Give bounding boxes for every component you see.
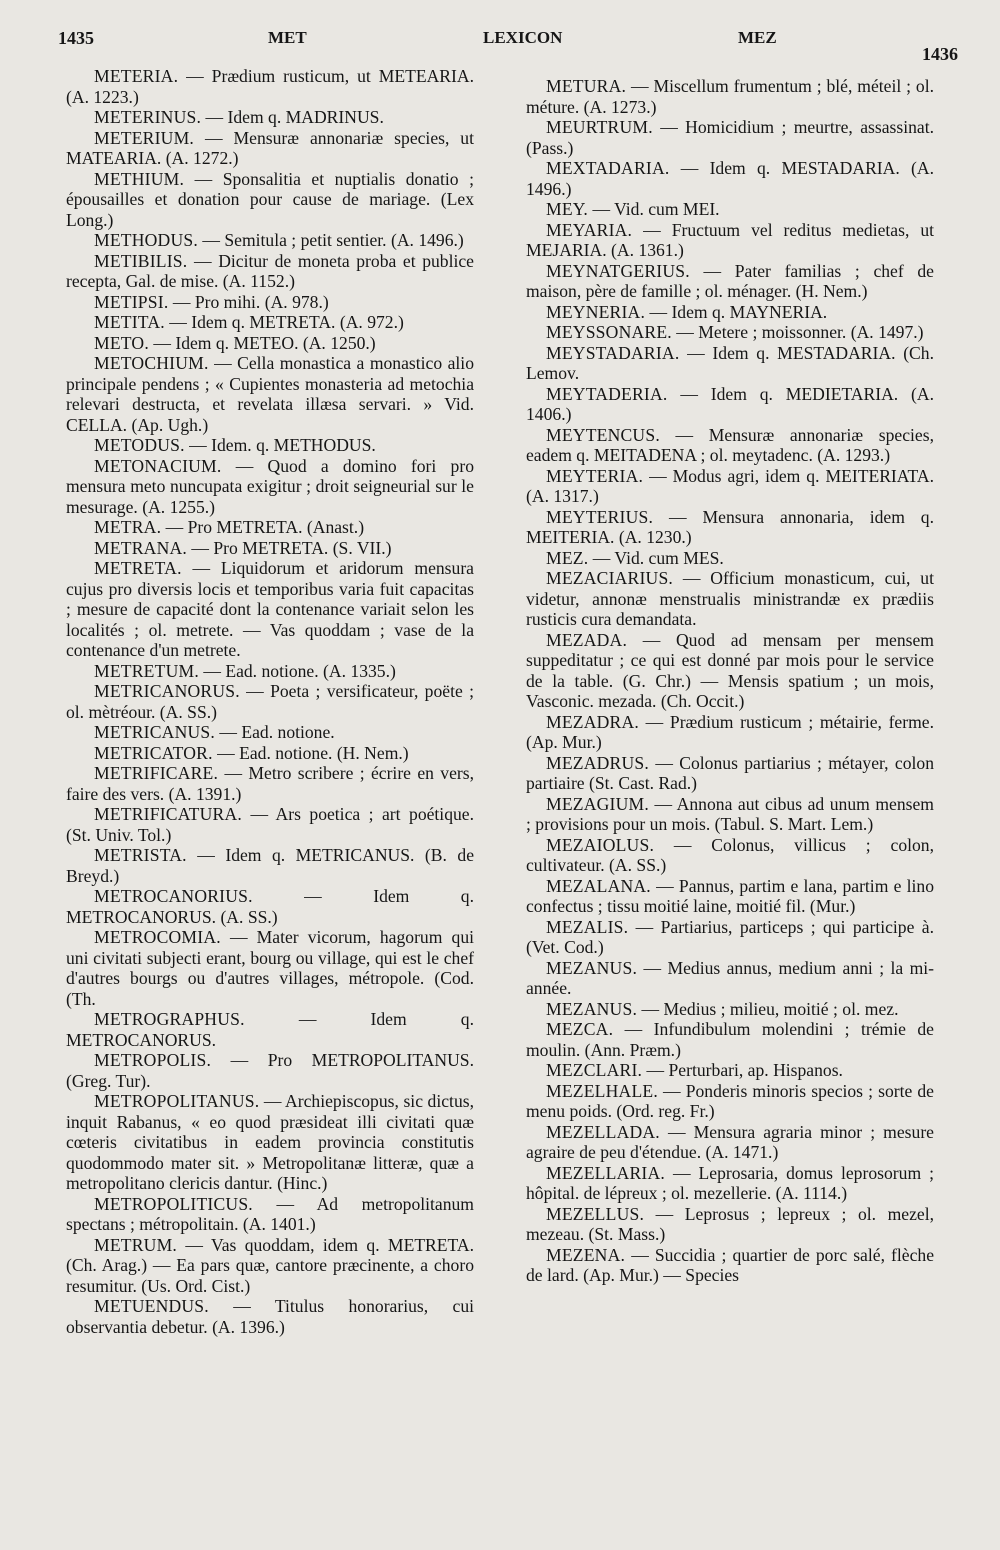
entry-headword: MEZAGIUM. xyxy=(546,793,649,814)
entry-definition: — Titulus honorarius, cui observantia debetur. (A. 1396.) xyxy=(66,1296,475,1337)
dictionary-entry xyxy=(526,1019,934,1060)
entry-definition: — Succidia ; quartier de porc salé, flèche de lard. (Ap. Mur.) — Species xyxy=(526,1244,934,1285)
entry-headword: METODUS. xyxy=(94,435,185,455)
entry-definition: — Metro scribere ; écrire en vers, faire des vers. (A. 1391.) xyxy=(66,763,474,804)
dictionary-entry xyxy=(526,425,934,466)
dictionary-entry xyxy=(526,302,934,323)
entry-definition: — Pro METRETA. (S. VII.) xyxy=(191,537,392,558)
entry-headword: MEZADA. xyxy=(546,629,628,650)
entry-definition: — Colonus partiarius ; métayer, colon partiaire (St. Cast. Rad.) xyxy=(526,752,934,793)
dictionary-entry xyxy=(66,128,474,169)
entry-definition: — Idem q. METEO. (A. 1250.) xyxy=(153,332,376,353)
dictionary-entry xyxy=(66,1050,474,1091)
dictionary-entry xyxy=(526,117,934,158)
entry-headword: MEYTERIA. xyxy=(546,465,644,486)
entry-headword: MEZANUS. xyxy=(546,998,638,1019)
entry-definition: — Ars poetica ; art poétique. (St. Univ. Tol.) xyxy=(66,804,474,845)
entry-headword: MEZELLUS. xyxy=(546,1203,645,1224)
dictionary-entry xyxy=(66,517,474,538)
entry-definition: — Idem q. MESTADARIA. (Ch. Lemov. xyxy=(526,342,934,383)
dictionary-entry xyxy=(66,230,474,251)
entry-headword: MEZALANA. xyxy=(546,875,651,896)
page-number-left: 1435 xyxy=(58,28,94,48)
dictionary-entry xyxy=(66,333,474,354)
entry-headword: MEZANUS. xyxy=(546,957,638,978)
entry-headword: MEYSSONARE. xyxy=(546,322,672,342)
dictionary-entry xyxy=(526,158,934,199)
entry-headword: METERINUS. xyxy=(94,107,202,127)
entry-headword: METROPOLITANUS. xyxy=(94,1091,260,1111)
entry-headword: METIBILIS. xyxy=(94,250,188,271)
entry-definition: — Ead. notione. (A. 1335.) xyxy=(203,660,396,681)
entry-headword: METROCANORIUS. xyxy=(94,886,253,906)
entry-definition: — Quod ad mensam per mensem suppeditatur ; ce qui est donné par mois pour le service de la table. (G. Chr.) — Mensis spatium ; un mois, Vasconic. mezada. (Ch. Occit.) xyxy=(526,629,934,711)
entry-definition: — Miscellum frumentum ; blé, méteil ; ol. méture. (A. 1273.) xyxy=(526,76,934,117)
dictionary-entry xyxy=(526,1122,934,1163)
right-column xyxy=(526,76,934,1286)
left-column xyxy=(66,66,474,1337)
dictionary-entry xyxy=(526,343,934,384)
entry-headword: MEZACIARIUS. xyxy=(546,568,674,588)
entry-definition: — Modus agri, idem q. MEITERIATA. (A. 1317.) xyxy=(526,465,934,506)
entry-headword: METROPOLITICUS. xyxy=(94,1193,253,1214)
entry-headword: MEZELHALE. xyxy=(546,1080,658,1101)
entry-headword: MEZADRUS. xyxy=(546,752,649,773)
running-header xyxy=(58,28,958,68)
dictionary-entry xyxy=(66,558,474,661)
entry-definition: — Mensuræ annonariæ species, eadem q. MEITADENA ; ol. meytadenc. (A. 1293.) xyxy=(526,424,934,465)
dictionary-entry xyxy=(66,681,474,722)
entry-definition: — Fructuum vel reditus medietas, ut MEJARIA. (A. 1361.) xyxy=(526,219,935,260)
entry-headword: METOCHIUM. xyxy=(94,353,209,373)
entry-definition: — Officium monasticum, cui, ut videtur, annonæ menstrualis ministrandæ ex prædiis rusticis cura demandata. xyxy=(526,568,934,629)
entry-headword: MEZADRA. xyxy=(546,711,639,732)
entry-definition: — Perturbari, ap. Hispanos. xyxy=(646,1060,843,1080)
dictionary-entry xyxy=(66,1235,474,1297)
entry-definition: — Ponderis minoris specios ; sorte de menu poids. (Ord. reg. Fr.) xyxy=(526,1080,934,1121)
dictionary-entry xyxy=(526,630,934,712)
dictionary-entry xyxy=(66,743,474,764)
dictionary-entry xyxy=(526,261,934,302)
dictionary-entry xyxy=(66,804,474,845)
entry-definition: — Pro mihi. (A. 978.) xyxy=(172,291,329,312)
dictionary-entry xyxy=(66,1194,474,1235)
entry-definition: — Idem q. METRETA. (A. 972.) xyxy=(169,312,404,332)
entry-definition: — Medius annus, medium anni ; la mi-année. xyxy=(526,957,935,998)
entry-definition: — Vas quoddam, idem q. METRETA. (Ch. Arag.) — Ea pars quæ, cantore præcinente, a choro resumitur. (Us. Ord. Cist.) xyxy=(66,1234,474,1296)
entry-headword: METRUM. xyxy=(94,1234,178,1255)
entry-definition: — Pro METRETA. (Anast.) xyxy=(165,517,365,537)
entry-definition: — Sponsalitia et nuptialis donatio ; épousailles et donation pour cause de mariage. (Lex Long.) xyxy=(66,168,474,230)
dictionary-entry xyxy=(526,1204,934,1245)
dictionary-entry xyxy=(526,958,934,999)
entry-definition: — Homicidium ; meurtre, assassinat. (Pass.) xyxy=(526,117,934,158)
entry-headword: MEY. xyxy=(546,199,589,219)
dictionary-entry xyxy=(526,712,934,753)
dictionary-entry xyxy=(66,538,474,559)
dictionary-entry xyxy=(526,568,934,630)
dictionary-entry xyxy=(66,722,474,743)
dictionary-entry xyxy=(66,251,474,292)
dictionary-entry xyxy=(66,312,474,333)
entry-definition: — Idem q. MAYNERIA. xyxy=(649,301,828,322)
entry-definition: — Colonus, villicus ; colon, cultivateur. (A. SS.) xyxy=(526,834,934,875)
dictionary-entry xyxy=(526,384,934,425)
entry-headword: MEYSTADARIA. xyxy=(546,342,680,363)
entry-headword: METRANA. xyxy=(94,537,187,558)
entry-headword: METERIUM. xyxy=(94,127,195,148)
dictionary-entry xyxy=(526,794,934,835)
entry-definition: — Poeta ; versificateur, poëte ; ol. mètréour. (A. SS.) xyxy=(66,681,474,722)
dictionary-entry xyxy=(526,917,934,958)
entry-headword: METERIA. xyxy=(94,66,179,86)
dictionary-entry xyxy=(66,353,474,435)
entry-definition: — Idem q. METROCANORUS. xyxy=(66,1009,474,1050)
entry-definition: — Metere ; moissonner. (A. 1497.) xyxy=(676,322,924,342)
page-number-right: 1436 xyxy=(922,44,958,64)
entry-headword: MEYARIA. xyxy=(546,219,633,240)
entry-headword: METITA. xyxy=(94,312,165,332)
entry-headword: METROCOMIA. xyxy=(94,927,221,947)
entry-headword: MEZELLARIA. xyxy=(546,1162,665,1183)
dictionary-entry xyxy=(526,76,934,117)
dictionary-entry xyxy=(66,845,474,886)
entry-definition: — Mensura annonaria, idem q. MEITERIA. (A. 1230.) xyxy=(526,506,934,547)
dictionary-entry xyxy=(66,435,474,456)
dictionary-entry xyxy=(526,199,934,220)
entry-definition: — Liquidorum et aridorum mensura cujus pro diversis locis et temporibus varia fuit capacitas ; mesure de capacité dont la contenance variait selon les localités ; ol. metrete. — Vas quoddam ; vase de la contenance d'un metrete. xyxy=(66,558,474,660)
dictionary-entry xyxy=(66,66,474,107)
dictionary-entry xyxy=(526,1060,934,1081)
entry-headword: METUENDUS. xyxy=(94,1296,209,1316)
entry-headword: METURA. xyxy=(546,76,627,96)
dictionary-entry xyxy=(66,886,474,927)
entry-headword: MEZ. xyxy=(546,547,589,568)
entry-headword: METO. xyxy=(94,332,149,353)
entry-definition: — Ead. notione. xyxy=(219,722,335,742)
dictionary-entry xyxy=(526,322,934,343)
entry-definition: — Mensuræ annonariæ species, ut MATEARIA. (A. 1272.) xyxy=(66,127,474,168)
entry-headword: MEZENA. xyxy=(546,1244,626,1265)
dictionary-entry xyxy=(66,927,474,1009)
entry-definition: — Ad metropolitanum spectans ; métropolitain. (A. 1401.) xyxy=(66,1193,474,1234)
entry-headword: MEYNATGERIUS. xyxy=(546,260,690,281)
entry-headword: METONACIUM. xyxy=(94,455,222,476)
entry-definition: — Idem. q. METHODUS. xyxy=(189,435,376,455)
entry-definition: — Idem q. METROCANORUS. (A. SS.) xyxy=(66,886,474,927)
entry-headword: METHODUS. xyxy=(94,230,198,250)
dictionary-entry xyxy=(66,1091,474,1194)
dictionary-entry xyxy=(66,763,474,804)
entry-definition: — Idem q. MADRINUS. xyxy=(205,107,384,127)
dictionary-entry xyxy=(526,753,934,794)
entry-definition: — Idem q. MEDIETARIA. (A. 1406.) xyxy=(526,383,934,424)
entry-headword: METRISTA. xyxy=(94,845,187,865)
entry-definition: — Mater vicorum, hagorum qui uni civitati subjecti erant, bourg ou village, qui est le chef d'autres bourgs ou d'autres villages, métropole. (Cod. (Th. xyxy=(66,927,474,1009)
entry-definition: — Pro METROPOLITANUS. (Greg. Tur). xyxy=(66,1050,474,1091)
entry-headword: METROGRAPHUS. xyxy=(94,1009,245,1029)
dictionary-entry xyxy=(66,1009,474,1050)
dictionary-entry xyxy=(526,999,934,1020)
entry-headword: MEYTADERIA. xyxy=(546,383,668,404)
entry-headword: MEZCLARI. xyxy=(546,1060,643,1080)
entry-definition: — Infundibulum molendini ; trémie de moulin. (Ann. Præm.) xyxy=(526,1019,934,1060)
entry-definition: — Medius ; milieu, moitié ; ol. mez. xyxy=(641,998,899,1019)
entry-headword: MEYTERIUS. xyxy=(546,506,654,527)
entry-definition: — Prædium rusticum, ut METEARIA. (A. 1223.) xyxy=(66,66,474,107)
entry-headword: METRETUM. xyxy=(94,660,199,681)
dictionary-entry xyxy=(66,292,474,313)
entry-definition: — Pannus, partim e lana, partim e lino confectus ; tissu moitié laine, moitié fil. (Mur.) xyxy=(526,875,934,916)
dictionary-entry xyxy=(526,1245,934,1286)
entry-headword: MEYTENCUS. xyxy=(546,424,660,445)
dictionary-entry xyxy=(526,220,934,261)
dictionary-entry xyxy=(66,456,474,518)
entry-headword: MEYNERIA. xyxy=(546,301,646,322)
entry-headword: MEXTADARIA. xyxy=(546,158,670,178)
entry-headword: METRETA. xyxy=(94,558,182,578)
running-head-left: MET xyxy=(268,28,307,47)
entry-definition: — Ead. notione. (H. Nem.) xyxy=(217,742,409,763)
dictionary-entry xyxy=(66,1296,474,1337)
entry-headword: METRICANORUS. xyxy=(94,681,240,701)
entry-definition: — Pater familias ; chef de maison, père de famille ; ol. ménager. (H. Nem.) xyxy=(526,260,934,301)
dictionary-entry xyxy=(526,1081,934,1122)
entry-definition: — Annona aut cibus ad unum mensem ; provisions pour un mois. (Tabul. S. Mart. Lem.) xyxy=(526,793,934,834)
entry-headword: MEZAIOLUS. xyxy=(546,834,655,855)
entry-definition: — Leprosaria, domus leprosorum ; hôpital. de lépreux ; ol. mezellerie. (A. 1114.) xyxy=(526,1162,934,1203)
dictionary-entry xyxy=(526,548,934,569)
entry-headword: MEURTRUM. xyxy=(546,117,653,137)
entry-definition: — Partiarius, particeps ; qui participe à. (Vet. Cod.) xyxy=(526,916,934,957)
entry-headword: METIPSI. xyxy=(94,291,169,312)
entry-definition: — Vid. cum MEI. xyxy=(592,199,720,219)
entry-definition: — Dicitur de moneta proba et publice recepta, Gal. de mise. (A. 1152.) xyxy=(66,250,474,291)
entry-definition: — Semitula ; petit sentier. (A. 1496.) xyxy=(202,230,464,250)
entry-definition: — Quod a domino fori pro mensura meto nuncupata exigitur ; droit seigneurial sur le mesurage. (A. 1255.) xyxy=(66,455,474,517)
entry-headword: METROPOLIS. xyxy=(94,1050,212,1070)
entry-headword: METHIUM. xyxy=(94,168,185,189)
entry-definition: — Mensura agraria minor ; mesure agraire de peu d'étendue. (A. 1471.) xyxy=(526,1121,934,1162)
entry-definition: — Vid. cum MES. xyxy=(592,547,724,568)
dictionary-entry xyxy=(526,1163,934,1204)
entry-definition: — Idem q. METRICANUS. (B. de Breyd.) xyxy=(66,845,475,886)
entry-headword: MEZCA. xyxy=(546,1019,614,1039)
entry-definition: — Archiepiscopus, sic dictus, inquit Rabanus, « eo quod præsideat illi civitati quæ cœteris civitatibus in eadem provincia constitutis quodommodo mater sit. » Metropolitanæ litteræ, quæ a metropolitano clericis dantur. (Hinc.) xyxy=(66,1091,474,1193)
entry-definition: — Leprosus ; lepreux ; ol. mezel, mezeau. (St. Mass.) xyxy=(526,1203,934,1244)
entry-headword: MEZELLADA. xyxy=(546,1121,660,1142)
entry-headword: MEZALIS. xyxy=(546,916,629,937)
dictionary-entry xyxy=(526,835,934,876)
entry-definition: — Prædium rusticum ; métairie, ferme. (Ap. Mur.) xyxy=(526,711,934,752)
entry-definition: — Idem q. MESTADARIA. (A. 1496.) xyxy=(526,158,934,199)
entry-headword: METRIFICATURA. xyxy=(94,804,242,824)
entry-definition: — Cella monastica a monastico alio principale pendens ; « Cupientes monasteria ad metochia relevari destructa, et revelata illæsa servari. » Vid. CELLA. (Ap. Ugh.) xyxy=(66,353,474,435)
dictionary-entry xyxy=(66,169,474,231)
entry-headword: METRA. xyxy=(94,517,162,537)
dictionary-entry xyxy=(66,661,474,682)
running-head-right: MEZ xyxy=(738,28,777,47)
entry-headword: METRICANUS. xyxy=(94,722,215,742)
dictionary-entry xyxy=(526,466,934,507)
dictionary-entry xyxy=(66,107,474,128)
dictionary-entry xyxy=(526,507,934,548)
running-head-center: LEXICON xyxy=(483,28,563,47)
entry-headword: METRICATOR. xyxy=(94,742,213,763)
entry-headword: METRIFICARE. xyxy=(94,763,219,783)
dictionary-entry xyxy=(526,876,934,917)
